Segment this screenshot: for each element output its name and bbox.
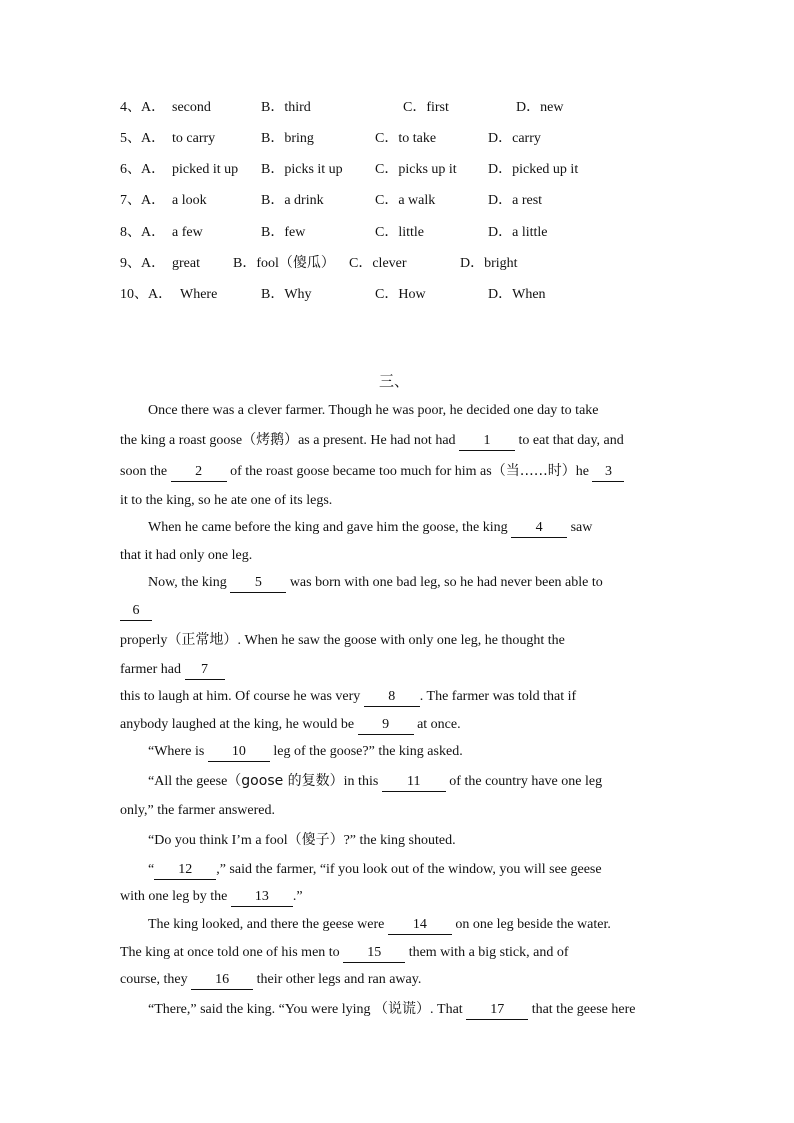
passage-line bbox=[148, 915, 708, 935]
passage-line bbox=[120, 430, 710, 450]
option-d: D．new bbox=[516, 100, 564, 115]
option-number: 5、A． bbox=[120, 131, 166, 146]
chinese-gloss: （正常地） bbox=[167, 632, 238, 648]
passage-text: their other legs and ran away. bbox=[256, 972, 422, 987]
passage-text: When he came before the king and gave him the goose, the king bbox=[148, 520, 508, 535]
passage-text: on one leg beside the water. bbox=[455, 917, 611, 932]
option-number: 7、A． bbox=[120, 193, 166, 208]
passage-text: saw bbox=[570, 520, 593, 535]
passage-text: ?” the king shouted. bbox=[343, 833, 456, 848]
passage-line bbox=[120, 715, 710, 735]
passage-line bbox=[148, 742, 708, 762]
option-c: C．first bbox=[403, 100, 449, 115]
passage-text: “All the geese bbox=[148, 774, 228, 789]
option-number: 10、A． bbox=[120, 287, 173, 302]
option-number: 6、A． bbox=[120, 162, 166, 177]
passage-text: with one leg by the bbox=[120, 889, 228, 904]
passage-line bbox=[148, 771, 708, 791]
passage-text: soon the bbox=[120, 464, 168, 479]
passage-line bbox=[120, 630, 710, 650]
option-d: D．carry bbox=[488, 131, 541, 146]
option-b: B．Why bbox=[261, 287, 312, 302]
option-c: C．to take bbox=[375, 131, 437, 146]
passage-text: farmer had bbox=[120, 662, 182, 677]
blank-6[interactable]: 6 bbox=[120, 602, 152, 621]
passage-text: anybody laughed at the king, he would be bbox=[120, 717, 355, 732]
passage-text: . When he saw the goose with only one leg, he thought the bbox=[237, 633, 565, 648]
option-a: Where bbox=[180, 287, 218, 302]
passage-text: only,” the farmer answered. bbox=[120, 803, 275, 818]
option-c: C．picks up it bbox=[375, 162, 457, 177]
option-b: B．third bbox=[261, 100, 311, 115]
passage-text: it to the king, so he ate one of its legs. bbox=[120, 493, 333, 508]
option-a: a few bbox=[172, 225, 203, 240]
option-a: a look bbox=[172, 193, 207, 208]
option-d: D．a little bbox=[488, 225, 548, 240]
passage-text: that it had only one leg. bbox=[120, 548, 253, 563]
passage-text: The king at once told one of his men to bbox=[120, 945, 340, 960]
option-d: D．a rest bbox=[488, 193, 543, 208]
option-number: 4、A． bbox=[120, 100, 166, 115]
passage-text: Once there was a clever farmer. Though he was poor, he decided one day to take bbox=[148, 403, 599, 418]
blank-15[interactable]: 15 bbox=[343, 944, 405, 963]
chinese-gloss: （烤鹅） bbox=[242, 432, 299, 448]
blank-12[interactable]: 12 bbox=[154, 861, 216, 880]
passage-text: “Where is bbox=[148, 744, 205, 759]
passage-line bbox=[120, 601, 710, 621]
passage-line bbox=[120, 801, 710, 821]
passage-text: The king looked, and there the geese were bbox=[148, 917, 385, 932]
option-b: B．fool（傻瓜） bbox=[233, 256, 335, 271]
passage-line bbox=[120, 491, 710, 511]
passage-line bbox=[120, 970, 710, 990]
passage-text: he bbox=[575, 464, 589, 479]
option-number: 9、A． bbox=[120, 256, 166, 271]
passage-text: . That bbox=[430, 1002, 463, 1017]
blank-3[interactable]: 3 bbox=[592, 463, 624, 482]
passage-text: “There,” said the king. “You were lying bbox=[148, 1002, 371, 1017]
blank-9[interactable]: 9 bbox=[358, 716, 414, 735]
option-d: D．bright bbox=[460, 256, 518, 271]
blank-4[interactable]: 4 bbox=[511, 519, 567, 538]
passage-line bbox=[120, 546, 710, 566]
blank-13[interactable]: 13 bbox=[231, 888, 293, 907]
option-number: 8、A． bbox=[120, 225, 166, 240]
passage-text: Now, the king bbox=[148, 575, 227, 590]
passage-text: the king a roast goose bbox=[120, 433, 243, 448]
blank-2[interactable]: 2 bbox=[171, 463, 227, 482]
blank-17[interactable]: 17 bbox=[466, 1001, 528, 1020]
passage-text: properly bbox=[120, 633, 168, 648]
passage-text: to eat that day, and bbox=[518, 433, 624, 448]
option-c: C．clever bbox=[349, 256, 407, 271]
option-d: D．When bbox=[488, 287, 546, 302]
passage-line bbox=[148, 401, 708, 421]
blank-7[interactable]: 7 bbox=[185, 661, 225, 680]
passage-text: that the geese here bbox=[531, 1002, 636, 1017]
passage-text: “Do you think I’m a fool bbox=[148, 833, 288, 848]
option-a: picked it up bbox=[172, 162, 239, 177]
passage-line bbox=[148, 573, 708, 593]
passage-line bbox=[120, 943, 710, 963]
passage-text: as a present. He had not had bbox=[298, 433, 456, 448]
option-c: C．How bbox=[375, 287, 426, 302]
option-d: D．picked up it bbox=[488, 162, 579, 177]
blank-5[interactable]: 5 bbox=[230, 574, 286, 593]
passage-line bbox=[148, 518, 708, 538]
option-b: B．picks it up bbox=[261, 162, 343, 177]
option-c: C．little bbox=[375, 225, 424, 240]
chinese-gloss: （傻子） bbox=[287, 832, 344, 848]
passage-line bbox=[120, 660, 710, 680]
blank-8[interactable]: 8 bbox=[364, 688, 420, 707]
chinese-gloss: （goose 的复数） bbox=[227, 773, 344, 789]
option-b: B．few bbox=[261, 225, 306, 240]
option-c: C．a walk bbox=[375, 193, 436, 208]
passage-text: of the roast goose became too much for him as bbox=[230, 464, 492, 479]
passage-line bbox=[148, 999, 708, 1019]
option-a: second bbox=[172, 100, 211, 115]
passage-text: ,” said the farmer, “if you look out of the window, you will see geese bbox=[216, 862, 602, 877]
passage-text: them with a big stick, and of bbox=[408, 945, 569, 960]
blank-14[interactable]: 14 bbox=[388, 916, 452, 935]
passage-text: this to laugh at him. Of course he was very bbox=[120, 689, 361, 704]
passage-text: in this bbox=[343, 774, 379, 789]
passage-line bbox=[120, 687, 710, 707]
chinese-gloss: （说谎） bbox=[374, 1001, 431, 1017]
blank-1[interactable]: 1 bbox=[459, 432, 515, 451]
passage-text: was born with one bad leg, so he had never been able to bbox=[289, 575, 603, 590]
passage-text: leg of the goose?” the king asked. bbox=[273, 744, 463, 759]
chinese-gloss: （当……时） bbox=[491, 463, 576, 479]
passage-text: course, they bbox=[120, 972, 188, 987]
option-a: to carry bbox=[172, 131, 216, 146]
option-b: B．a drink bbox=[261, 193, 324, 208]
passage-text: “ bbox=[148, 862, 155, 877]
passage-text: at once. bbox=[417, 717, 461, 732]
passage-text: .” bbox=[292, 889, 303, 904]
passage-text: . The farmer was told that if bbox=[419, 689, 577, 704]
passage-line bbox=[120, 461, 710, 481]
passage-line bbox=[120, 887, 710, 907]
blank-16[interactable]: 16 bbox=[191, 971, 253, 990]
passage-line bbox=[148, 830, 708, 850]
section-title: 三、 bbox=[379, 372, 410, 390]
blank-11[interactable]: 11 bbox=[382, 773, 446, 792]
option-a: great bbox=[172, 256, 200, 271]
passage-text: of the country have one leg bbox=[449, 774, 603, 789]
blank-10[interactable]: 10 bbox=[208, 743, 270, 762]
option-b: B．bring bbox=[261, 131, 314, 146]
passage-line bbox=[148, 860, 708, 880]
